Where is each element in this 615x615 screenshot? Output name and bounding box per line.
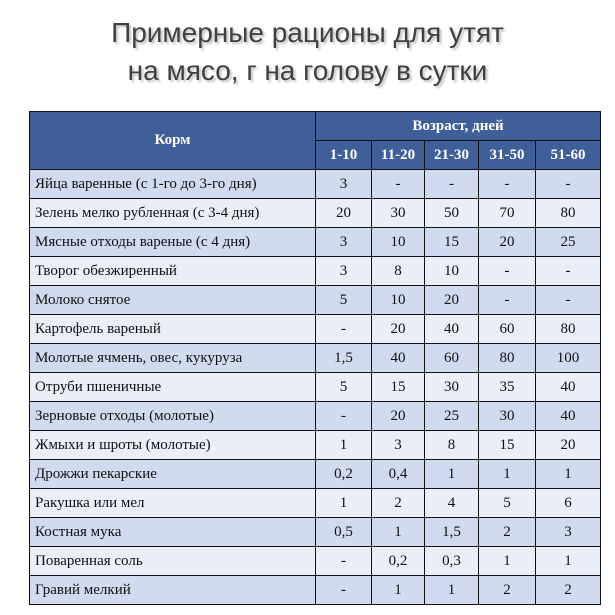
value-cell: 3 [372,431,425,460]
value-cell: 50 [425,199,479,228]
value-cell: 3 [316,228,372,257]
value-cell: - [425,170,479,199]
value-cell: - [536,286,601,315]
value-cell: 80 [536,199,601,228]
value-cell: 30 [372,199,425,228]
value-cell: - [372,170,425,199]
value-cell: - [479,286,536,315]
table-row [30,315,601,344]
table-row [30,460,601,489]
value-cell: 20 [372,315,425,344]
value-cell: 1 [372,576,425,605]
table-row [30,576,601,605]
table-body [30,170,601,605]
value-cell: 60 [479,315,536,344]
value-cell: 15 [425,228,479,257]
table-row [30,286,601,315]
table-row [30,373,601,402]
header-period: 31-50 [479,141,536,170]
value-cell: 4 [425,489,479,518]
value-cell: 1 [425,460,479,489]
value-cell: 8 [425,431,479,460]
value-cell: - [316,547,372,576]
value-cell: 80 [536,315,601,344]
value-cell: - [316,402,372,431]
value-cell: 2 [479,576,536,605]
value-cell: 20 [536,431,601,460]
feed-cell: Картофель вареный [30,315,316,344]
value-cell: 20 [425,286,479,315]
value-cell: 0,2 [372,547,425,576]
value-cell: 70 [479,199,536,228]
value-cell: 1 [479,547,536,576]
table-row [30,518,601,547]
feed-cell: Отруби пшеничные [30,373,316,402]
value-cell: 3 [316,170,372,199]
value-cell: 100 [536,344,601,373]
value-cell: 1 [316,431,372,460]
value-cell: 40 [425,315,479,344]
title-line-2: на мясо, г на голову в сутки [127,55,488,86]
value-cell: 0,5 [316,518,372,547]
table-row [30,547,601,576]
value-cell: - [316,576,372,605]
table-row [30,489,601,518]
value-cell: 10 [425,257,479,286]
value-cell: - [479,170,536,199]
value-cell: 40 [536,373,601,402]
title-line-1: Примерные рационы для утят [111,17,504,48]
header-period: 21-30 [425,141,479,170]
value-cell: 1 [536,547,601,576]
table-row [30,344,601,373]
value-cell: 2 [479,518,536,547]
value-cell: 2 [372,489,425,518]
value-cell: 1 [425,576,479,605]
feed-cell: Зелень мелко рубленная (с 3-4 дня) [30,199,316,228]
value-cell: 1 [316,489,372,518]
value-cell: 15 [479,431,536,460]
value-cell: 60 [425,344,479,373]
feed-cell: Зерновые отходы (молотые) [30,402,316,431]
feed-cell: Дрожжи пекарские [30,460,316,489]
value-cell: 30 [425,373,479,402]
value-cell: 35 [479,373,536,402]
value-cell: 25 [425,402,479,431]
ration-table [29,111,601,605]
header-period: 11-20 [372,141,425,170]
value-cell: 0,2 [316,460,372,489]
value-cell: 20 [479,228,536,257]
feed-cell: Молоко снятое [30,286,316,315]
value-cell: 5 [479,489,536,518]
value-cell: 40 [536,402,601,431]
value-cell: - [479,257,536,286]
feed-cell: Ракушка или мел [30,489,316,518]
feed-cell: Яйца варенные (с 1-го до 3-го дня) [30,170,316,199]
value-cell: 8 [372,257,425,286]
header-period: 1-10 [316,141,372,170]
feed-cell: Творог обезжиренный [30,257,316,286]
table-row [30,170,601,199]
feed-cell: Костная мука [30,518,316,547]
value-cell: 20 [316,199,372,228]
value-cell: 1,5 [425,518,479,547]
feed-cell: Мясные отходы вареные (с 4 дня) [30,228,316,257]
value-cell: 5 [316,286,372,315]
table-row [30,228,601,257]
value-cell: 1 [372,518,425,547]
table-row [30,402,601,431]
value-cell: 6 [536,489,601,518]
value-cell: 30 [479,402,536,431]
value-cell: 25 [536,228,601,257]
header-feed: Корм [30,112,316,170]
value-cell: 10 [372,286,425,315]
value-cell: 1 [536,460,601,489]
value-cell: 0,3 [425,547,479,576]
feed-cell: Гравий мелкий [30,576,316,605]
page-title [0,14,615,90]
feed-cell: Жмыхи и шроты (молотые) [30,431,316,460]
value-cell: 3 [536,518,601,547]
value-cell: 3 [316,257,372,286]
table-row [30,257,601,286]
value-cell: - [536,170,601,199]
header-period: 51-60 [536,141,601,170]
value-cell: 2 [536,576,601,605]
header-age: Возраст, дней [316,112,601,141]
value-cell: 5 [316,373,372,402]
value-cell: 1 [479,460,536,489]
value-cell: 15 [372,373,425,402]
value-cell: 80 [479,344,536,373]
table-row [30,199,601,228]
feed-cell: Поваренная соль [30,547,316,576]
value-cell: 40 [372,344,425,373]
table-row [30,431,601,460]
value-cell: 1,5 [316,344,372,373]
value-cell: 10 [372,228,425,257]
value-cell: - [316,315,372,344]
value-cell: 20 [372,402,425,431]
value-cell: - [536,257,601,286]
feed-cell: Молотые ячмень, овес, кукуруза [30,344,316,373]
value-cell: 0,4 [372,460,425,489]
